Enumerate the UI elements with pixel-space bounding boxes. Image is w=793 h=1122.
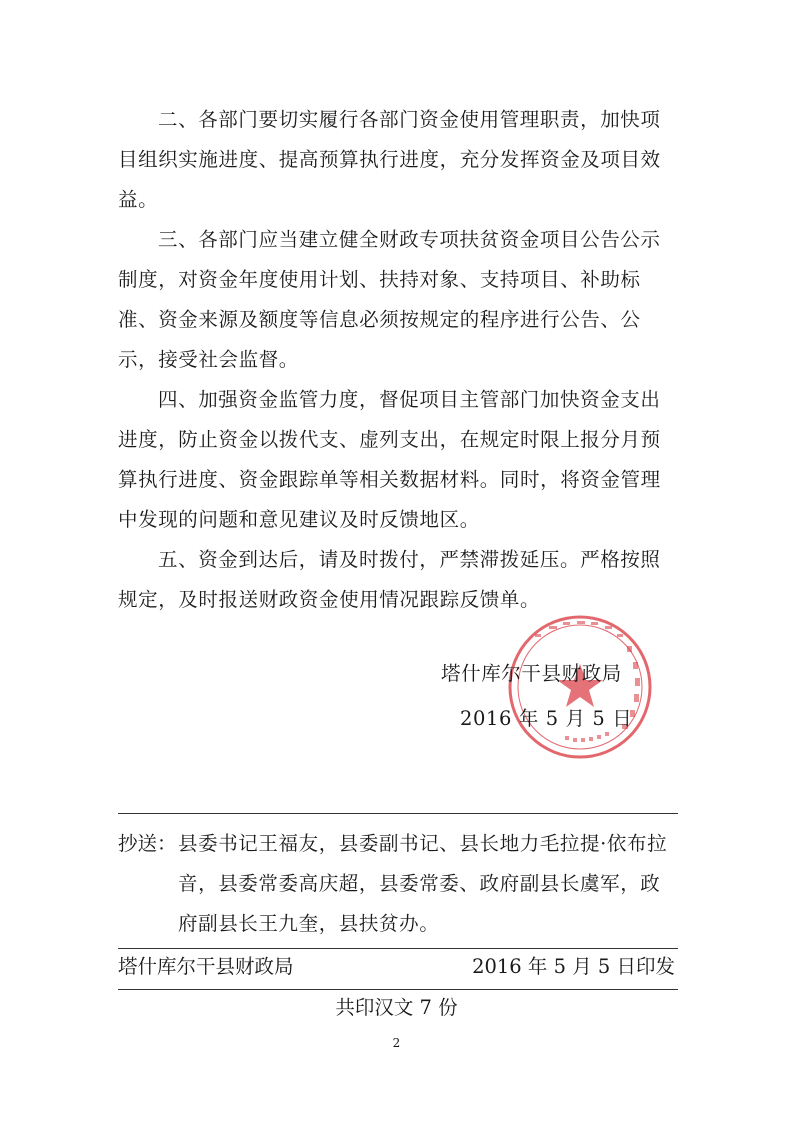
paragraph-4: 四、加强资金监管力度，督促项目主管部门加快资金支出进度，防止资金以拨代支、虚列支出，在规定时限上报分月预算执行进度、资金跟踪单等相关数据材料。同时，将资金管理中发现的问题和意见建议及时反馈地区。 bbox=[118, 388, 661, 531]
signature-organization: 塔什库尔干县财政局 bbox=[441, 662, 622, 685]
official-seal-icon bbox=[505, 612, 655, 762]
footer-print-date: 2016 年 5 月 5 日印发 bbox=[472, 955, 675, 978]
divider-middle bbox=[118, 948, 678, 949]
copies-count: 共印汉文 7 份 bbox=[335, 996, 458, 1019]
footer-issuer: 塔什库尔干县财政局 bbox=[118, 955, 294, 978]
divider-bottom bbox=[118, 989, 678, 990]
paragraph-5: 五、资金到达后，请及时拨付，严禁滞拨延压。严格按照规定，及时报送财政资金使用情况跟踪反馈单。 bbox=[118, 548, 661, 611]
paragraph-3: 三、各部门应当建立健全财政专项扶贫资金项目公告公示制度，对资金年度使用计划、扶持对象、支持项目、补助标准、资金来源及额度等信息必须按规定的程序进行公告、公示，接受社会监督。 bbox=[118, 228, 661, 371]
paragraph-2: 二、各部门要切实履行各部门资金使用管理职责，加快项目组织实施进度、提高预算执行进度，充分发挥资金及项目效益。 bbox=[118, 108, 661, 211]
page-number: 2 bbox=[392, 1036, 401, 1050]
distribution-label: 抄送： bbox=[118, 832, 177, 855]
signature-date: 2016 年 5 月 5 日 bbox=[460, 707, 633, 730]
divider-top bbox=[118, 813, 678, 814]
distribution-list: 县委书记王福友，县委副书记、县长地力毛拉提·依布拉音，县委常委高庆超，县委常委、政府副县长虞军，政府副县长王九奎，县扶贫办。 bbox=[178, 832, 668, 935]
